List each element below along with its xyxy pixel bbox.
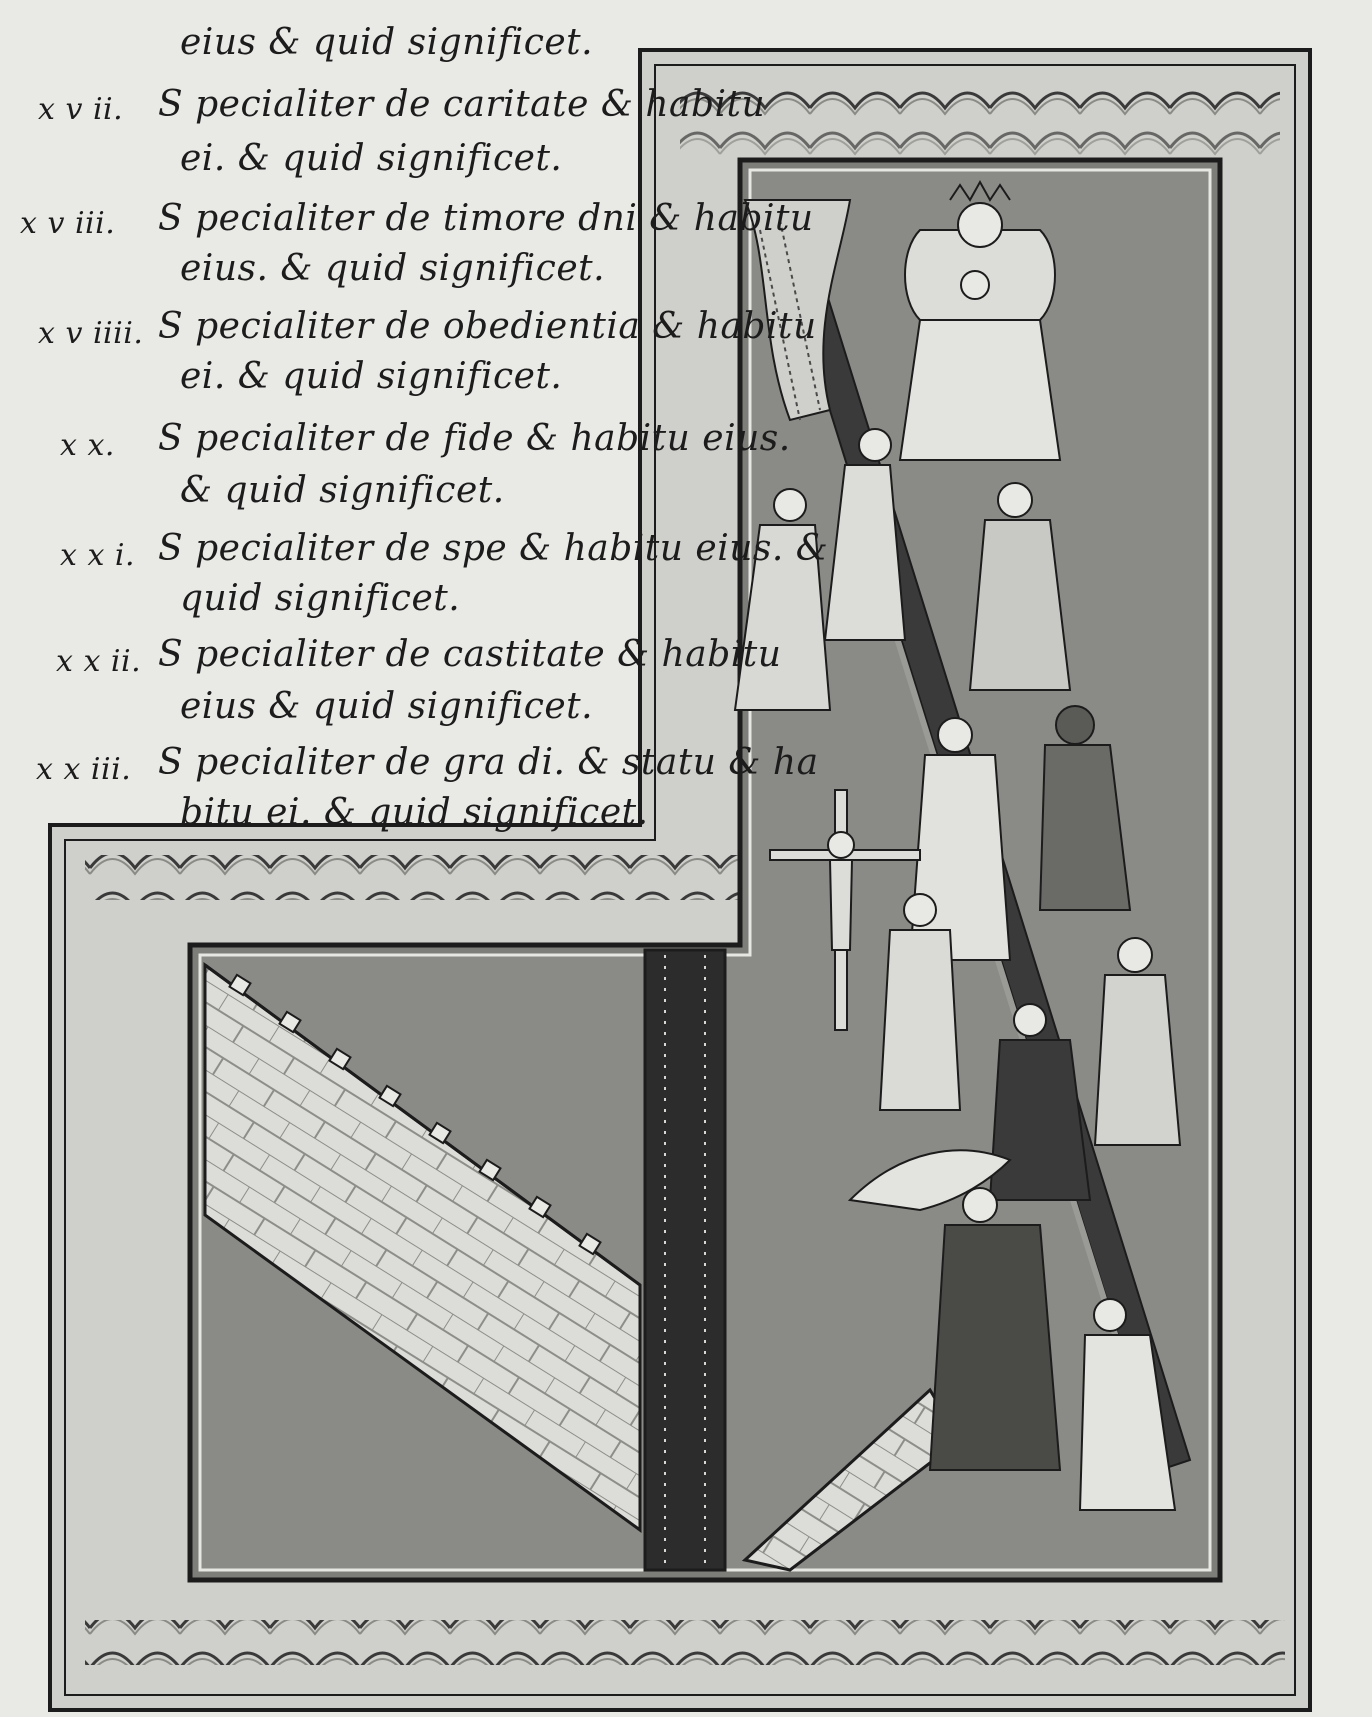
chapter-line: S pecialiter de fide & habitu eius. xyxy=(158,418,791,459)
chapter-number: x v iii. xyxy=(20,206,116,241)
chapter-line: quid significet. xyxy=(180,578,461,619)
chapter-number: x v iiii. xyxy=(38,316,144,351)
chapter-line: eius & quid significet. xyxy=(180,22,594,63)
chapter-line: & quid significet. xyxy=(180,470,505,511)
chapter-line: S pecialiter de obedientia & habitu xyxy=(158,306,817,347)
right-top-wave xyxy=(680,125,1280,160)
chapter-number: x x i. xyxy=(60,538,136,573)
chapter-line: eius. & quid significet. xyxy=(180,248,606,289)
chapter-number: x x ii. xyxy=(56,644,142,679)
chapter-line: ei. & quid significet. xyxy=(180,138,563,179)
central-pillar xyxy=(645,950,725,1570)
chapter-number: x x. xyxy=(60,428,115,463)
chapter-line: S pecialiter de timore dni & habitu xyxy=(158,198,814,239)
chapter-line: bitu ei. & quid significet. xyxy=(180,792,649,833)
chapter-line: eius & quid significet. xyxy=(180,686,594,727)
chapter-line: S pecialiter de spe & habitu eius. & xyxy=(158,528,829,569)
chapter-line: S pecialiter de castitate & habitu xyxy=(158,634,782,675)
chapter-number: x v ii. xyxy=(38,92,124,127)
top-wave-border xyxy=(680,80,1280,125)
chapter-line: ei. & quid significet. xyxy=(180,356,563,397)
chapter-number: x x iii. xyxy=(36,752,132,787)
chapter-line: S pecialiter de gra di. & statu & ha xyxy=(158,742,819,783)
middle-wave-border xyxy=(85,855,745,900)
chapter-line: S pecialiter de caritate & habitu xyxy=(158,84,766,125)
bottom-wave-border xyxy=(85,1620,1285,1665)
